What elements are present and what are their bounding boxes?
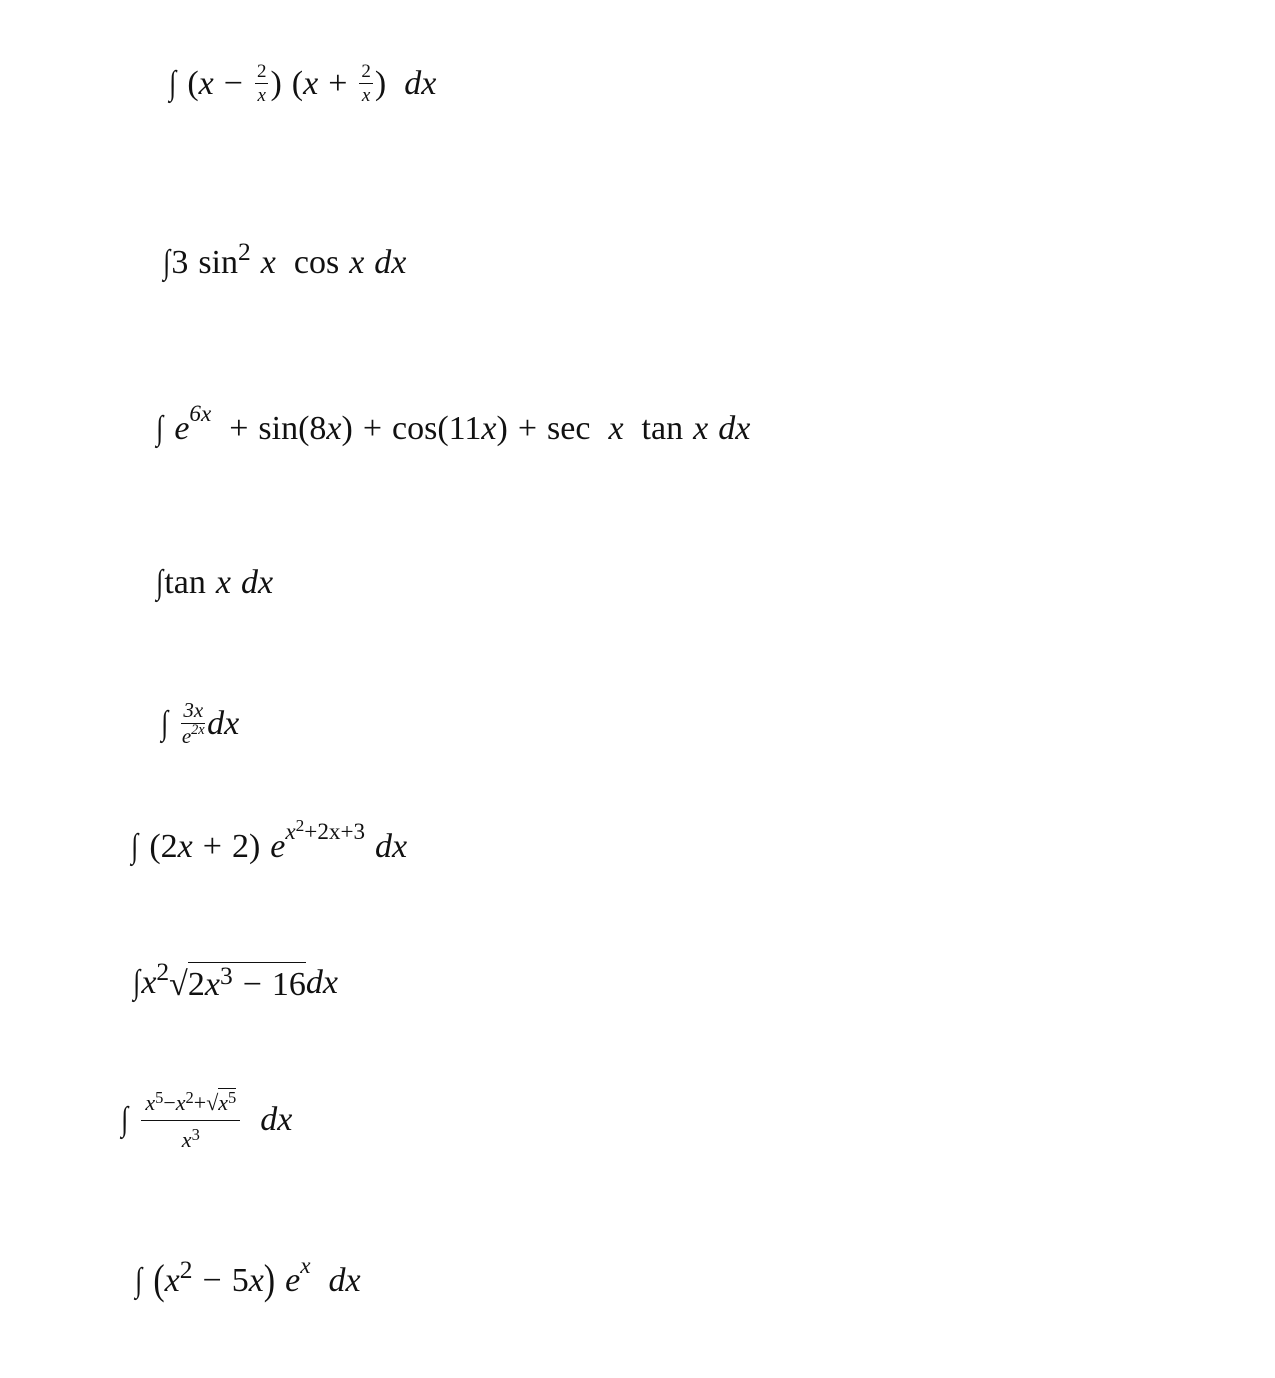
integral-sign: ∫: [131, 828, 139, 865]
integral-sign: ∫: [163, 244, 171, 281]
integral-sign: ∫: [121, 1100, 129, 1138]
integral-sign: ∫: [161, 704, 169, 742]
fraction: $\frac{3x}{e^{2x}}$: [181, 698, 205, 748]
integral-sign: ∫: [135, 1262, 143, 1299]
fraction: $\frac{2}{x}$: [361, 61, 371, 106]
fraction: $x^5-x^2+$ √ $x^5$ $x^3$: [141, 1088, 240, 1151]
integral-problem-1: ∫ ( x − $\frac{2}{x}$ ) ( x + $\frac{2}{x}$ ) dx: [169, 61, 437, 106]
integral-problem-3: ∫ e 6x + sin(8 x ) + cos(11 x ) + sec x tan x dx: [156, 401, 751, 447]
integral-problem-2: ∫ 3 sin 2 x cos x dx: [163, 236, 407, 281]
integral-problem-6: ∫ (2 x + 2) e $x^2+2x+3$ dx: [131, 816, 408, 865]
integral-problem-4: ∫ tan x dx: [156, 564, 274, 601]
integral-sign: ∫: [156, 564, 164, 601]
square-root: √ $2x^3 - 16$: [169, 960, 306, 1003]
integral-sign: ∫: [169, 64, 177, 102]
integral-problem-7: ∫ x 2 √ $2x^3 - 16$ dx: [133, 956, 338, 1003]
integral-problem-8: ∫ $x^5-x^2+$ √ $x^5$ $x^3$ dx: [121, 1087, 293, 1152]
integral-problem-9: ∫ ( x 2 − 5 x ) e x dx: [135, 1253, 361, 1304]
square-root: √ $x^5$: [206, 1087, 237, 1115]
integral-problem-5: ∫ $\frac{3x}{e^{2x}}$ dx: [161, 698, 240, 748]
integral-sign: ∫: [156, 410, 164, 447]
integral-sign: ∫: [133, 964, 141, 1001]
fraction: $\frac{2}{x}$: [256, 61, 267, 106]
